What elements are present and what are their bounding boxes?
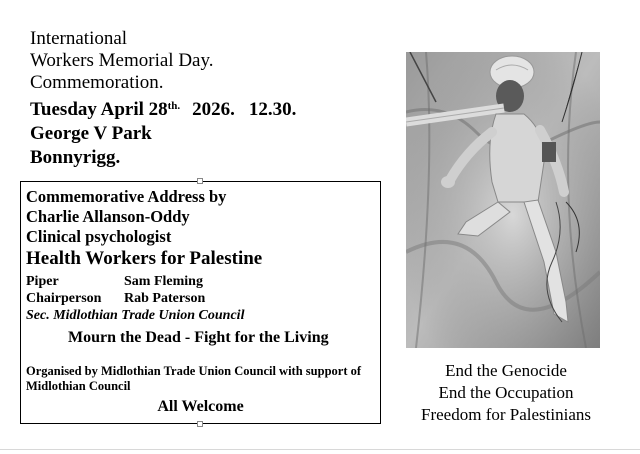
injured-child-photo [406, 52, 600, 348]
header-line-3: Commemoration. [30, 72, 164, 93]
page-bottom-divider [0, 449, 640, 450]
motto: Mourn the Dead - Fight for the Living [68, 329, 329, 346]
participant-name: Rab Paterson [124, 291, 206, 306]
participant-name: Sam Fleming [124, 274, 203, 289]
speaker-name: Charlie Allanson-Oddy [26, 207, 190, 226]
participant-row [26, 273, 205, 290]
participant-role: Piper [26, 274, 59, 289]
event-time: 12.30. [248, 99, 297, 120]
participant-role: Chairperson [26, 291, 102, 306]
slogan-line: End the Genocide [445, 361, 567, 380]
event-date-suffix: th. [167, 100, 181, 112]
speaker-role: Clinical psychologist [26, 227, 172, 246]
slogans [396, 360, 616, 426]
slogan-line: End the Occupation [438, 383, 574, 402]
all-welcome: All Welcome [157, 398, 244, 415]
text-box-bottom-handle[interactable] [197, 421, 203, 427]
header-line-2: Workers Memorial Day. [30, 50, 214, 71]
event-town: Bonnyrigg. [30, 147, 121, 168]
text-box-top-handle[interactable] [197, 178, 203, 184]
organised-by: Organised by Midlothian Trade Union Council with support of Midlothian Council [26, 364, 362, 393]
event-year: 2026. [192, 99, 235, 120]
participant-row [26, 290, 205, 307]
address-title: Commemorative Address by [26, 187, 227, 206]
event-date-time [30, 94, 400, 122]
participants-list [26, 273, 205, 307]
event-venue: George V Park [30, 123, 152, 144]
details-text-box[interactable] [20, 181, 381, 424]
header-line-1: International [30, 28, 128, 49]
organisation-name: Health Workers for Palestine [26, 248, 263, 269]
slogan-line: Freedom for Palestinians [421, 405, 591, 424]
secretary-title: Sec. Midlothian Trade Union Council [26, 308, 245, 323]
event-date: Tuesday April 28 [30, 99, 168, 120]
address-block [26, 187, 226, 247]
event-header [30, 28, 400, 170]
photo-illustration [406, 52, 600, 348]
